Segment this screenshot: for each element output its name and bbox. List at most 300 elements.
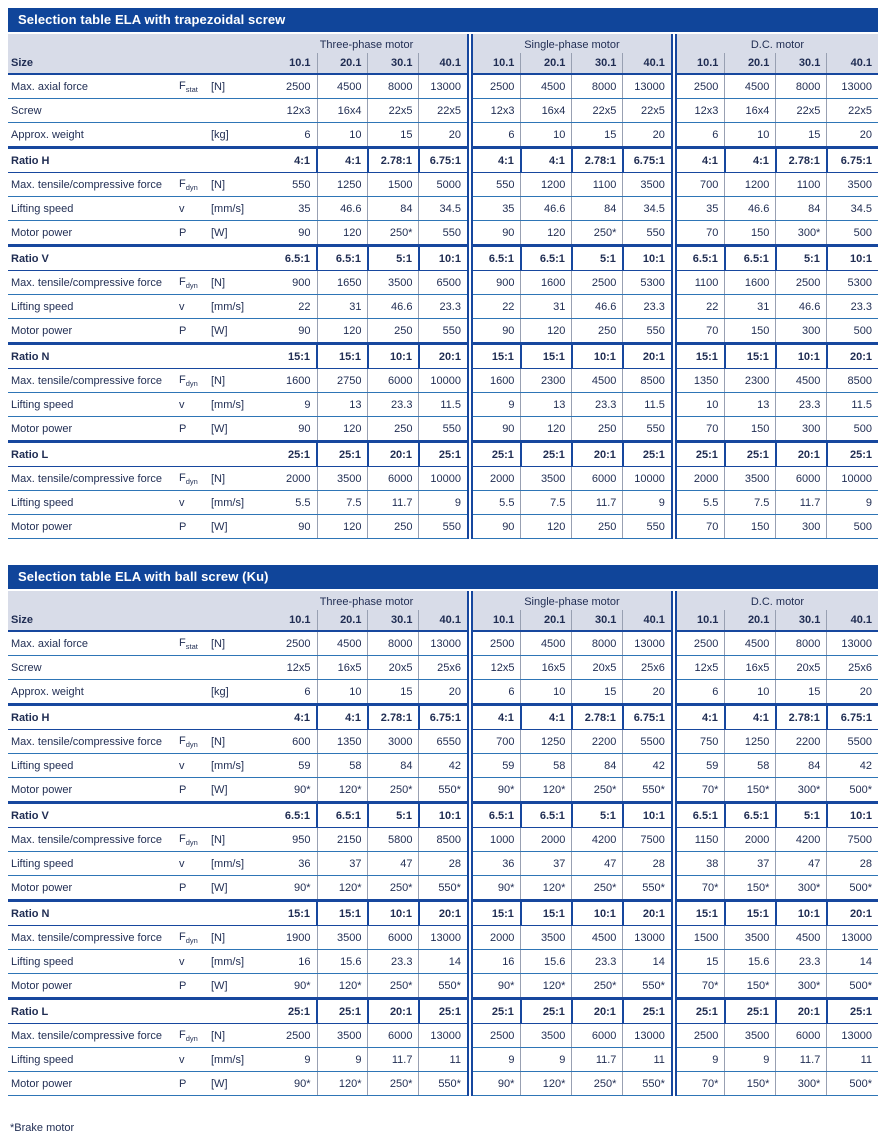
value-cell: 4500 <box>725 74 776 99</box>
value-cell: 4500 <box>317 631 368 656</box>
row-symbol: P <box>178 221 210 246</box>
value-cell: 10000 <box>623 467 674 491</box>
value-cell: 3500 <box>521 467 572 491</box>
value-cell: 7500 <box>827 828 878 852</box>
ratio-cell: 25:1 <box>419 442 470 467</box>
value-cell: 120* <box>521 778 572 803</box>
value-cell: 23.3 <box>572 950 623 974</box>
value-cell: 550* <box>623 778 674 803</box>
value-cell: 12x3 <box>266 99 317 123</box>
value-cell: 20 <box>623 123 674 148</box>
value-cell: 2000 <box>725 828 776 852</box>
row-symbol: $F_{dyn}$ <box>178 828 210 852</box>
size-header: 20.1 <box>521 53 572 74</box>
value-cell: 120* <box>521 974 572 999</box>
group-header: Single-phase motor <box>470 34 674 53</box>
value-cell: 46.6 <box>521 197 572 221</box>
ratio-cell: 10:1 <box>368 901 419 926</box>
value-cell: 6000 <box>776 1024 827 1048</box>
value-cell: 36 <box>266 852 317 876</box>
value-cell: 4500 <box>521 631 572 656</box>
group-header: Three-phase motor <box>266 34 470 53</box>
value-cell: 10000 <box>419 467 470 491</box>
value-cell: 5.5 <box>470 491 521 515</box>
value-cell: 150* <box>725 876 776 901</box>
ratio-cell: 20:1 <box>776 442 827 467</box>
ratio-name: Ratio L <box>8 442 266 467</box>
size-header: 30.1 <box>572 610 623 631</box>
value-cell: 25x6 <box>827 656 878 680</box>
ratio-name: Ratio H <box>8 148 266 173</box>
value-cell: 25x6 <box>623 656 674 680</box>
value-cell: 500 <box>827 515 878 539</box>
value-cell: 5.5 <box>266 491 317 515</box>
value-cell: 11.5 <box>419 393 470 417</box>
value-cell: 120* <box>521 876 572 901</box>
ratio-cell: 25:1 <box>470 442 521 467</box>
value-cell: 3500 <box>827 173 878 197</box>
value-cell: 6 <box>674 680 725 705</box>
value-cell: 84 <box>572 197 623 221</box>
row-label: Max. axial force <box>8 631 178 656</box>
value-cell: 35 <box>470 197 521 221</box>
value-cell: 23.3 <box>368 393 419 417</box>
ratio-cell: 25:1 <box>827 999 878 1024</box>
value-cell: 8000 <box>776 631 827 656</box>
ratio-cell: 25:1 <box>266 442 317 467</box>
value-cell: 6550 <box>419 730 470 754</box>
ratio-cell: 25:1 <box>470 999 521 1024</box>
value-cell: 37 <box>725 852 776 876</box>
value-cell: 16x4 <box>317 99 368 123</box>
value-cell: 70* <box>674 876 725 901</box>
value-cell: 5300 <box>827 271 878 295</box>
value-cell: 15 <box>674 950 725 974</box>
ratio-name: Ratio N <box>8 901 266 926</box>
symbol-subscript: dyn <box>185 837 198 847</box>
symbol-subscript: dyn <box>185 935 198 945</box>
row-unit: [N] <box>210 631 266 656</box>
value-cell: 14 <box>623 950 674 974</box>
row-unit: [kg] <box>210 680 266 705</box>
row-label: Motor power <box>8 974 178 999</box>
ratio-cell: 20:1 <box>623 901 674 926</box>
value-cell: 500* <box>827 876 878 901</box>
value-cell: 11.7 <box>572 491 623 515</box>
ratio-cell: 10:1 <box>572 901 623 926</box>
row-label: Max. tensile/compressive force <box>8 828 178 852</box>
value-cell: 1500 <box>674 926 725 950</box>
value-cell: 34.5 <box>623 197 674 221</box>
value-cell: 90 <box>470 515 521 539</box>
row-symbol: $F_{dyn}$ <box>178 1024 210 1048</box>
value-cell: 59 <box>674 754 725 778</box>
value-cell: 11.7 <box>572 1048 623 1072</box>
value-cell: 120 <box>317 319 368 344</box>
value-cell: 120 <box>317 417 368 442</box>
value-cell: 2750 <box>317 369 368 393</box>
value-cell: 37 <box>521 852 572 876</box>
value-cell: 15.6 <box>725 950 776 974</box>
ratio-cell: 25:1 <box>827 442 878 467</box>
row-symbol: v <box>178 950 210 974</box>
value-cell: 34.5 <box>419 197 470 221</box>
ratio-cell: 4:1 <box>521 705 572 730</box>
value-cell: 22x5 <box>572 99 623 123</box>
value-cell: 20x5 <box>572 656 623 680</box>
value-cell: 550 <box>419 221 470 246</box>
row-label: Approx. weight <box>8 680 178 705</box>
ratio-cell: 20:1 <box>368 442 419 467</box>
ratio-cell: 15:1 <box>470 344 521 369</box>
ratio-cell: 10:1 <box>776 901 827 926</box>
value-cell: 950 <box>266 828 317 852</box>
value-cell: 84 <box>368 754 419 778</box>
value-cell: 250* <box>368 974 419 999</box>
row-symbol: P <box>178 778 210 803</box>
value-cell: 13000 <box>419 1024 470 1048</box>
value-cell: 900 <box>266 271 317 295</box>
symbol-subscript: dyn <box>185 378 198 388</box>
value-cell: 550* <box>419 974 470 999</box>
row-label: Motor power <box>8 876 178 901</box>
row-unit: [N] <box>210 369 266 393</box>
value-cell: 3500 <box>725 467 776 491</box>
value-cell: 6000 <box>368 467 419 491</box>
ratio-cell: 25:1 <box>674 442 725 467</box>
size-header: 20.1 <box>521 610 572 631</box>
value-cell: 46.6 <box>317 197 368 221</box>
value-cell: 6 <box>470 123 521 148</box>
value-cell: 23.3 <box>419 295 470 319</box>
value-cell: 3500 <box>623 173 674 197</box>
value-cell: 600 <box>266 730 317 754</box>
row-label: Approx. weight <box>8 123 178 148</box>
ratio-cell: 25:1 <box>725 999 776 1024</box>
row-symbol: $F_{dyn}$ <box>178 730 210 754</box>
ratio-cell: 5:1 <box>368 246 419 271</box>
value-cell: 6500 <box>419 271 470 295</box>
row-symbol: P <box>178 974 210 999</box>
value-cell: 12x3 <box>470 99 521 123</box>
value-cell: 550 <box>266 173 317 197</box>
value-cell: 10 <box>317 680 368 705</box>
value-cell: 8500 <box>419 828 470 852</box>
row-label: Max. tensile/compressive force <box>8 369 178 393</box>
row-unit: [kg] <box>210 123 266 148</box>
value-cell: 250 <box>368 417 419 442</box>
value-cell: 23.3 <box>572 393 623 417</box>
row-label: Max. axial force <box>8 74 178 99</box>
value-cell: 6000 <box>572 467 623 491</box>
value-cell: 9 <box>827 491 878 515</box>
value-cell: 13 <box>317 393 368 417</box>
ratio-cell: 6.5:1 <box>470 246 521 271</box>
size-header: 30.1 <box>776 53 827 74</box>
ratio-cell: 20:1 <box>419 344 470 369</box>
value-cell: 23.3 <box>776 950 827 974</box>
value-cell: 250 <box>572 417 623 442</box>
row-unit: [N] <box>210 271 266 295</box>
row-label: Motor power <box>8 417 178 442</box>
ratio-cell: 25:1 <box>623 442 674 467</box>
value-cell: 90* <box>266 778 317 803</box>
value-cell: 2150 <box>317 828 368 852</box>
size-header: 20.1 <box>317 610 368 631</box>
row-label: Max. tensile/compressive force <box>8 173 178 197</box>
value-cell: 16 <box>470 950 521 974</box>
value-cell: 22x5 <box>368 99 419 123</box>
value-cell: 120* <box>317 778 368 803</box>
value-cell: 10 <box>521 680 572 705</box>
ratio-cell: 2.78:1 <box>776 705 827 730</box>
value-cell: 13000 <box>827 926 878 950</box>
value-cell: 3000 <box>368 730 419 754</box>
row-unit: [W] <box>210 974 266 999</box>
value-cell: 23.3 <box>368 950 419 974</box>
value-cell: 12x5 <box>266 656 317 680</box>
ratio-cell: 5:1 <box>368 803 419 828</box>
value-cell: 16x5 <box>521 656 572 680</box>
ratio-name: Ratio N <box>8 344 266 369</box>
value-cell: 1600 <box>470 369 521 393</box>
value-cell: 13 <box>725 393 776 417</box>
value-cell: 6000 <box>368 369 419 393</box>
row-unit <box>210 99 266 123</box>
value-cell: 2000 <box>470 467 521 491</box>
size-header: 20.1 <box>725 53 776 74</box>
value-cell: 34.5 <box>827 197 878 221</box>
ratio-cell: 10:1 <box>776 344 827 369</box>
ratio-cell: 25:1 <box>521 999 572 1024</box>
value-cell: 90* <box>266 876 317 901</box>
value-cell: 4500 <box>725 631 776 656</box>
row-symbol: $F_{dyn}$ <box>178 926 210 950</box>
value-cell: 35 <box>266 197 317 221</box>
value-cell: 90 <box>266 319 317 344</box>
value-cell: 3500 <box>317 926 368 950</box>
ratio-cell: 4:1 <box>674 705 725 730</box>
ratio-cell: 15:1 <box>521 901 572 926</box>
row-unit: [mm/s] <box>210 295 266 319</box>
value-cell: 1100 <box>674 271 725 295</box>
value-cell: 38 <box>674 852 725 876</box>
value-cell: 10 <box>521 123 572 148</box>
value-cell: 500* <box>827 778 878 803</box>
ratio-cell: 5:1 <box>776 246 827 271</box>
row-unit: [N] <box>210 828 266 852</box>
value-cell: 4500 <box>776 926 827 950</box>
value-cell: 5300 <box>623 271 674 295</box>
ratio-cell: 6.75:1 <box>623 148 674 173</box>
value-cell: 6 <box>674 123 725 148</box>
value-cell: 2500 <box>266 74 317 99</box>
value-cell: 10 <box>317 123 368 148</box>
value-cell: 2500 <box>470 1024 521 1048</box>
value-cell: 150 <box>725 515 776 539</box>
ratio-cell: 6.5:1 <box>725 803 776 828</box>
row-symbol: P <box>178 1072 210 1096</box>
value-cell: 2000 <box>470 926 521 950</box>
value-cell: 1350 <box>674 369 725 393</box>
ratio-cell: 10:1 <box>827 246 878 271</box>
value-cell: 1500 <box>368 173 419 197</box>
value-cell: 300* <box>776 1072 827 1096</box>
value-cell: 13000 <box>419 74 470 99</box>
value-cell: 11.7 <box>368 1048 419 1072</box>
value-cell: 31 <box>521 295 572 319</box>
ratio-cell: 10:1 <box>368 344 419 369</box>
value-cell: 47 <box>776 852 827 876</box>
ratio-cell: 6.75:1 <box>419 148 470 173</box>
value-cell: 7500 <box>623 828 674 852</box>
row-label: Max. tensile/compressive force <box>8 1024 178 1048</box>
value-cell: 70* <box>674 778 725 803</box>
value-cell: 23.3 <box>827 295 878 319</box>
value-cell: 59 <box>470 754 521 778</box>
group-header: Three-phase motor <box>266 591 470 610</box>
value-cell: 70 <box>674 515 725 539</box>
value-cell: 10000 <box>419 369 470 393</box>
value-cell: 550* <box>419 778 470 803</box>
ratio-cell: 15:1 <box>521 344 572 369</box>
value-cell: 550 <box>623 221 674 246</box>
ratio-name: Ratio V <box>8 803 266 828</box>
row-unit: [mm/s] <box>210 491 266 515</box>
value-cell: 70* <box>674 1072 725 1096</box>
value-cell: 47 <box>368 852 419 876</box>
value-cell: 2500 <box>674 1024 725 1048</box>
value-cell: 1100 <box>572 173 623 197</box>
ratio-cell: 10:1 <box>623 803 674 828</box>
value-cell: 1100 <box>776 173 827 197</box>
value-cell: 1900 <box>266 926 317 950</box>
value-cell: 900 <box>470 271 521 295</box>
ratio-cell: 4:1 <box>470 148 521 173</box>
group-header: D.C. motor <box>674 34 878 53</box>
value-cell: 13000 <box>623 1024 674 1048</box>
row-label: Lifting speed <box>8 754 178 778</box>
value-cell: 8000 <box>572 631 623 656</box>
row-symbol: $F_{dyn}$ <box>178 467 210 491</box>
value-cell: 6 <box>266 123 317 148</box>
row-symbol <box>178 656 210 680</box>
row-unit: [N] <box>210 74 266 99</box>
ratio-cell: 25:1 <box>623 999 674 1024</box>
value-cell: 90* <box>266 974 317 999</box>
ratio-cell: 15:1 <box>674 901 725 926</box>
value-cell: 90* <box>470 974 521 999</box>
value-cell: 9 <box>266 393 317 417</box>
value-cell: 11.5 <box>623 393 674 417</box>
row-unit: [W] <box>210 1072 266 1096</box>
size-header: 20.1 <box>317 53 368 74</box>
value-cell: 150 <box>725 319 776 344</box>
footnote: *Brake motor <box>10 1122 75 1134</box>
row-symbol: $F_{dyn}$ <box>178 271 210 295</box>
value-cell: 1000 <box>470 828 521 852</box>
value-cell: 2500 <box>674 631 725 656</box>
value-cell: 42 <box>623 754 674 778</box>
row-symbol: P <box>178 515 210 539</box>
ratio-cell: 5:1 <box>572 246 623 271</box>
row-label: Screw <box>8 656 178 680</box>
row-symbol: v <box>178 197 210 221</box>
value-cell: 2000 <box>521 828 572 852</box>
row-label: Motor power <box>8 515 178 539</box>
value-cell: 120* <box>317 1072 368 1096</box>
ratio-name: Ratio L <box>8 999 266 1024</box>
size-header: 40.1 <box>827 53 878 74</box>
value-cell: 11.7 <box>368 491 419 515</box>
ratio-cell: 15:1 <box>725 344 776 369</box>
value-cell: 70 <box>674 319 725 344</box>
value-cell: 8000 <box>368 74 419 99</box>
value-cell: 550* <box>623 876 674 901</box>
value-cell: 16x4 <box>521 99 572 123</box>
value-cell: 37 <box>317 852 368 876</box>
value-cell: 250* <box>572 778 623 803</box>
header-spacer <box>8 34 266 53</box>
ratio-cell: 20:1 <box>827 344 878 369</box>
value-cell: 11.7 <box>776 491 827 515</box>
value-cell: 13000 <box>623 926 674 950</box>
value-cell: 120 <box>521 515 572 539</box>
value-cell: 20 <box>827 680 878 705</box>
row-unit: [mm/s] <box>210 393 266 417</box>
row-unit: [mm/s] <box>210 852 266 876</box>
ratio-cell: 10:1 <box>419 803 470 828</box>
value-cell: 70 <box>674 417 725 442</box>
value-cell: 550 <box>419 515 470 539</box>
selection-table <box>8 34 878 539</box>
value-cell: 15 <box>776 680 827 705</box>
ratio-cell: 10:1 <box>827 803 878 828</box>
ratio-cell: 20:1 <box>623 344 674 369</box>
ratio-cell: 2.78:1 <box>368 148 419 173</box>
value-cell: 550* <box>623 1072 674 1096</box>
value-cell: 2000 <box>266 467 317 491</box>
ratio-cell: 10:1 <box>419 246 470 271</box>
table-title: Selection table ELA with ball screw (Ku) <box>8 565 878 589</box>
ratio-cell: 6.5:1 <box>266 246 317 271</box>
row-unit: [mm/s] <box>210 754 266 778</box>
size-header: 10.1 <box>674 53 725 74</box>
value-cell: 20 <box>623 680 674 705</box>
ratio-cell: 5:1 <box>776 803 827 828</box>
size-header: 40.1 <box>419 610 470 631</box>
value-cell: 150* <box>725 974 776 999</box>
value-cell: 90* <box>470 1072 521 1096</box>
row-symbol: v <box>178 1048 210 1072</box>
value-cell: 250 <box>368 515 419 539</box>
value-cell: 13000 <box>827 631 878 656</box>
value-cell: 22 <box>674 295 725 319</box>
size-label: Size <box>8 610 266 631</box>
value-cell: 13000 <box>827 74 878 99</box>
size-header: 10.1 <box>266 53 317 74</box>
value-cell: 8500 <box>827 369 878 393</box>
value-cell: 3500 <box>725 1024 776 1048</box>
value-cell: 15 <box>776 123 827 148</box>
row-symbol: P <box>178 319 210 344</box>
ratio-cell: 15:1 <box>674 344 725 369</box>
value-cell: 1200 <box>725 173 776 197</box>
row-unit: [W] <box>210 221 266 246</box>
value-cell: 8500 <box>623 369 674 393</box>
value-cell: 250* <box>368 876 419 901</box>
value-cell: 150* <box>725 778 776 803</box>
